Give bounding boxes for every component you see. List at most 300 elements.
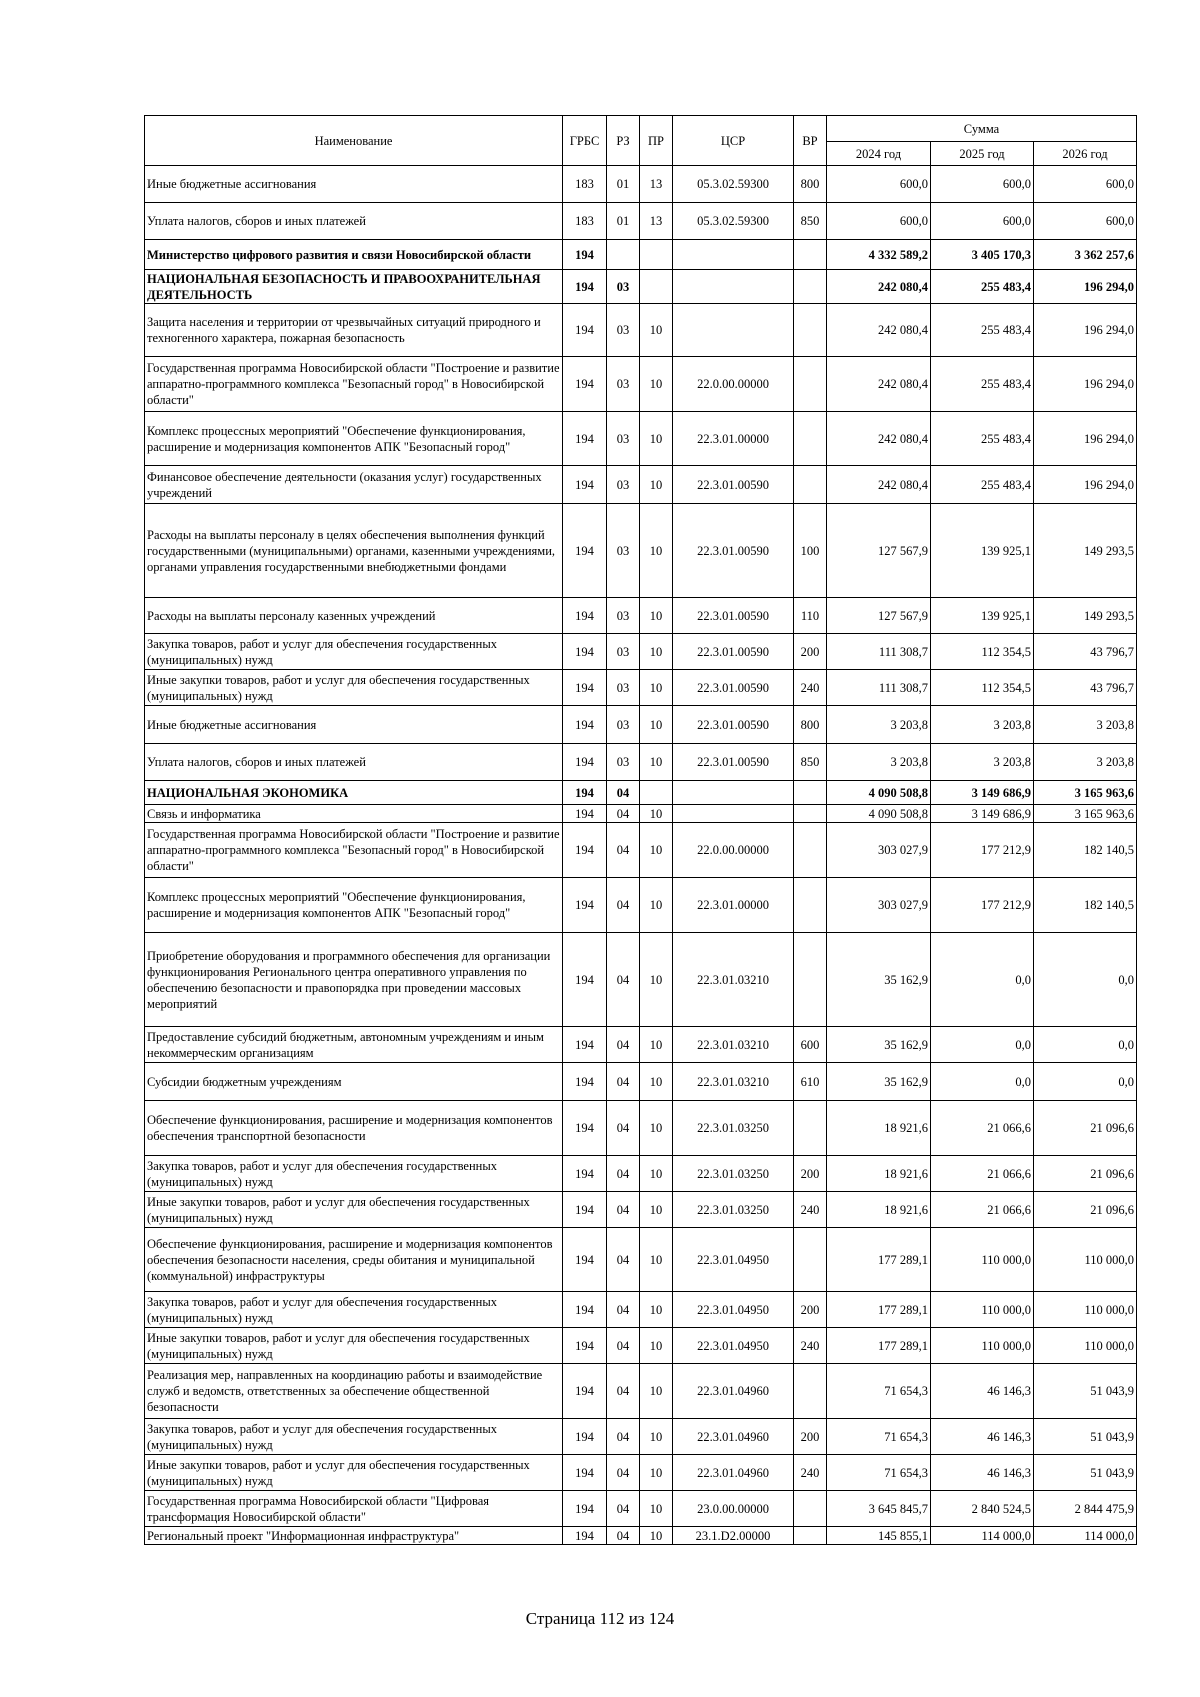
cell-vr: 240 [794, 1455, 827, 1491]
cell-rz: 04 [607, 1192, 640, 1228]
cell-rz: 03 [607, 357, 640, 412]
cell-v2024: 18 921,6 [827, 1192, 931, 1228]
cell-v2024: 242 080,4 [827, 466, 931, 504]
cell-v2025: 139 925,1 [931, 504, 1034, 598]
cell-rz: 04 [607, 1228, 640, 1292]
cell-pr: 10 [640, 1156, 673, 1192]
cell-name: Обеспечение функционирования, расширение и модернизация компонентов обеспечения транспортной безопасности [145, 1101, 563, 1156]
cell-rz: 03 [607, 412, 640, 466]
cell-rz: 03 [607, 504, 640, 598]
cell-pr: 10 [640, 706, 673, 744]
cell-pr: 10 [640, 878, 673, 933]
cell-v2026: 0,0 [1034, 933, 1137, 1027]
cell-v2025: 255 483,4 [931, 304, 1034, 357]
cell-v2024: 177 289,1 [827, 1228, 931, 1292]
cell-vr [794, 805, 827, 823]
table-row [145, 823, 1137, 878]
cell-v2026: 196 294,0 [1034, 412, 1137, 466]
cell-pr: 10 [640, 1292, 673, 1328]
table-row [145, 1491, 1137, 1527]
cell-v2025: 0,0 [931, 1063, 1034, 1101]
cell-csr: 22.3.01.03210 [673, 1027, 794, 1063]
cell-pr: 10 [640, 466, 673, 504]
table-row [145, 240, 1137, 270]
cell-v2025: 2 840 524,5 [931, 1491, 1034, 1527]
cell-pr: 10 [640, 634, 673, 670]
cell-vr [794, 240, 827, 270]
cell-v2024: 4 090 508,8 [827, 781, 931, 805]
cell-vr [794, 823, 827, 878]
cell-rz: 03 [607, 466, 640, 504]
cell-v2025: 46 146,3 [931, 1364, 1034, 1419]
cell-rz: 03 [607, 304, 640, 357]
cell-v2026: 3 165 963,6 [1034, 805, 1137, 823]
cell-v2026: 196 294,0 [1034, 304, 1137, 357]
cell-name: Закупка товаров, работ и услуг для обеспечения государственных (муниципальных) нужд [145, 634, 563, 670]
cell-name: Государственная программа Новосибирской области "Цифровая трансформация Новосибирской области" [145, 1491, 563, 1527]
table-row [145, 878, 1137, 933]
cell-v2024: 18 921,6 [827, 1156, 931, 1192]
cell-vr: 100 [794, 504, 827, 598]
cell-v2026: 149 293,5 [1034, 504, 1137, 598]
cell-name: Комплекс процессных мероприятий "Обеспечение функционирования, расширение и модернизация компонентов АПК "Безопасный город" [145, 412, 563, 466]
cell-grbs: 194 [563, 304, 607, 357]
cell-name: Государственная программа Новосибирской области "Построение и развитие аппаратно-программного комплекса "Безопасный город" в Новосибирской области" [145, 823, 563, 878]
cell-name: НАЦИОНАЛЬНАЯ ЭКОНОМИКА [145, 781, 563, 805]
table-row [145, 1063, 1137, 1101]
cell-v2026: 110 000,0 [1034, 1328, 1137, 1364]
col-header-name: Наименование [145, 116, 563, 166]
cell-grbs: 194 [563, 634, 607, 670]
cell-pr: 10 [640, 933, 673, 1027]
cell-grbs: 194 [563, 1228, 607, 1292]
cell-pr: 10 [640, 598, 673, 634]
cell-name: Иные закупки товаров, работ и услуг для обеспечения государственных (муниципальных) нужд [145, 1328, 563, 1364]
cell-csr: 22.3.01.04950 [673, 1228, 794, 1292]
cell-v2026: 182 140,5 [1034, 823, 1137, 878]
cell-csr: 22.3.01.04960 [673, 1364, 794, 1419]
table-header [145, 116, 1137, 166]
cell-vr: 240 [794, 1192, 827, 1228]
cell-v2026: 3 203,8 [1034, 744, 1137, 781]
cell-name: Министерство цифрового развития и связи Новосибирской области [145, 240, 563, 270]
cell-rz [607, 240, 640, 270]
cell-v2025: 110 000,0 [931, 1328, 1034, 1364]
cell-grbs: 194 [563, 878, 607, 933]
cell-grbs: 194 [563, 466, 607, 504]
cell-v2026: 3 203,8 [1034, 706, 1137, 744]
cell-csr: 23.1.D2.00000 [673, 1527, 794, 1545]
cell-rz: 04 [607, 878, 640, 933]
table-row [145, 466, 1137, 504]
table-row [145, 781, 1137, 805]
cell-grbs: 194 [563, 1156, 607, 1192]
cell-v2025: 255 483,4 [931, 466, 1034, 504]
cell-name: Предоставление субсидий бюджетным, автономным учреждениям и иным некоммерческим организациям [145, 1027, 563, 1063]
cell-name: Расходы на выплаты персоналу в целях обеспечения выполнения функций государственными (муниципальными) органами, казенными учреждениями, органами управления государственными внебюджетными фондами [145, 504, 563, 598]
cell-v2025: 3 149 686,9 [931, 805, 1034, 823]
cell-name: Уплата налогов, сборов и иных платежей [145, 744, 563, 781]
cell-v2024: 242 080,4 [827, 304, 931, 357]
cell-vr [794, 1527, 827, 1545]
cell-v2024: 242 080,4 [827, 412, 931, 466]
cell-v2026: 43 796,7 [1034, 670, 1137, 706]
cell-v2025: 21 066,6 [931, 1101, 1034, 1156]
cell-grbs: 183 [563, 203, 607, 240]
cell-v2024: 242 080,4 [827, 270, 931, 304]
cell-v2025: 3 405 170,3 [931, 240, 1034, 270]
cell-pr: 10 [640, 412, 673, 466]
col-header-2024: 2024 год [827, 142, 931, 166]
cell-grbs: 194 [563, 805, 607, 823]
cell-name: Региональный проект "Информационная инфраструктура" [145, 1527, 563, 1545]
col-header-csr: ЦСР [673, 116, 794, 166]
cell-rz: 04 [607, 933, 640, 1027]
cell-rz: 04 [607, 805, 640, 823]
table-row [145, 357, 1137, 412]
cell-v2025: 21 066,6 [931, 1156, 1034, 1192]
cell-v2026: 43 796,7 [1034, 634, 1137, 670]
cell-v2025: 255 483,4 [931, 270, 1034, 304]
cell-name: Закупка товаров, работ и услуг для обеспечения государственных (муниципальных) нужд [145, 1292, 563, 1328]
cell-csr: 22.3.01.03210 [673, 933, 794, 1027]
cell-rz: 04 [607, 1156, 640, 1192]
cell-v2024: 111 308,7 [827, 634, 931, 670]
budget-table [144, 115, 1137, 1545]
col-header-grbs: ГРБС [563, 116, 607, 166]
cell-v2026: 110 000,0 [1034, 1292, 1137, 1328]
cell-vr: 200 [794, 1292, 827, 1328]
cell-vr: 110 [794, 598, 827, 634]
cell-v2024: 127 567,9 [827, 598, 931, 634]
cell-name: Иные закупки товаров, работ и услуг для обеспечения государственных (муниципальных) нужд [145, 1192, 563, 1228]
cell-csr: 22.3.01.00590 [673, 466, 794, 504]
cell-rz: 04 [607, 781, 640, 805]
cell-name: Защита населения и территории от чрезвычайных ситуаций природного и техногенного характера, пожарная безопасность [145, 304, 563, 357]
cell-vr [794, 304, 827, 357]
table-row [145, 598, 1137, 634]
cell-vr [794, 933, 827, 1027]
cell-v2026: 182 140,5 [1034, 878, 1137, 933]
cell-v2025: 3 203,8 [931, 706, 1034, 744]
cell-pr: 10 [640, 1491, 673, 1527]
cell-v2024: 18 921,6 [827, 1101, 931, 1156]
cell-pr: 10 [640, 1063, 673, 1101]
table-row [145, 166, 1137, 203]
cell-csr [673, 270, 794, 304]
cell-grbs: 194 [563, 706, 607, 744]
cell-v2026: 196 294,0 [1034, 357, 1137, 412]
cell-rz: 03 [607, 744, 640, 781]
cell-grbs: 183 [563, 166, 607, 203]
cell-vr [794, 270, 827, 304]
cell-grbs: 194 [563, 1101, 607, 1156]
cell-csr: 22.3.01.04950 [673, 1328, 794, 1364]
table-row [145, 1156, 1137, 1192]
cell-csr: 22.3.01.03250 [673, 1101, 794, 1156]
cell-grbs: 194 [563, 1027, 607, 1063]
cell-csr: 22.3.01.04960 [673, 1455, 794, 1491]
table-row [145, 1027, 1137, 1063]
table-row [145, 933, 1137, 1027]
col-header-2026: 2026 год [1034, 142, 1137, 166]
cell-name: Иные бюджетные ассигнования [145, 706, 563, 744]
cell-rz: 04 [607, 1419, 640, 1455]
cell-rz: 04 [607, 1328, 640, 1364]
cell-rz: 04 [607, 1491, 640, 1527]
cell-v2025: 3 149 686,9 [931, 781, 1034, 805]
cell-v2024: 600,0 [827, 203, 931, 240]
cell-csr: 22.3.01.03250 [673, 1156, 794, 1192]
table-row [145, 1364, 1137, 1419]
cell-v2024: 35 162,9 [827, 1063, 931, 1101]
cell-name: Уплата налогов, сборов и иных платежей [145, 203, 563, 240]
cell-v2024: 303 027,9 [827, 823, 931, 878]
cell-name: Расходы на выплаты персоналу казенных учреждений [145, 598, 563, 634]
cell-rz: 04 [607, 1364, 640, 1419]
cell-vr [794, 1491, 827, 1527]
cell-pr: 10 [640, 823, 673, 878]
cell-v2025: 139 925,1 [931, 598, 1034, 634]
cell-v2024: 71 654,3 [827, 1419, 931, 1455]
cell-pr: 10 [640, 304, 673, 357]
cell-grbs: 194 [563, 1192, 607, 1228]
table-row [145, 670, 1137, 706]
cell-name: Обеспечение функционирования, расширение и модернизация компонентов обеспечения безопасности населения, среды обитания и муниципальной (коммунальной) инфраструктуры [145, 1228, 563, 1292]
cell-grbs: 194 [563, 1063, 607, 1101]
cell-pr: 10 [640, 1527, 673, 1545]
table-row [145, 504, 1137, 598]
cell-rz: 04 [607, 1027, 640, 1063]
cell-v2024: 3 203,8 [827, 744, 931, 781]
cell-v2025: 46 146,3 [931, 1455, 1034, 1491]
cell-v2025: 110 000,0 [931, 1292, 1034, 1328]
cell-grbs: 194 [563, 744, 607, 781]
cell-csr: 22.0.00.00000 [673, 823, 794, 878]
cell-v2024: 35 162,9 [827, 933, 931, 1027]
cell-v2024: 145 855,1 [827, 1527, 931, 1545]
cell-v2026: 600,0 [1034, 203, 1137, 240]
cell-name: Приобретение оборудования и программного обеспечения для организации функционирования Регионального центра оперативного управления по обеспечению безопасности и правопорядка при проведении массовых мероприятий [145, 933, 563, 1027]
cell-vr: 850 [794, 203, 827, 240]
cell-name: Иные закупки товаров, работ и услуг для обеспечения государственных (муниципальных) нужд [145, 1455, 563, 1491]
cell-grbs: 194 [563, 1292, 607, 1328]
cell-grbs: 194 [563, 1419, 607, 1455]
table-row [145, 1527, 1137, 1545]
cell-v2024: 600,0 [827, 166, 931, 203]
cell-pr: 10 [640, 1192, 673, 1228]
cell-vr [794, 781, 827, 805]
cell-rz: 04 [607, 1101, 640, 1156]
cell-name: Закупка товаров, работ и услуг для обеспечения государственных (муниципальных) нужд [145, 1419, 563, 1455]
cell-rz: 04 [607, 1455, 640, 1491]
cell-v2025: 600,0 [931, 203, 1034, 240]
cell-rz: 04 [607, 1292, 640, 1328]
cell-pr: 10 [640, 1101, 673, 1156]
cell-grbs: 194 [563, 823, 607, 878]
cell-vr: 610 [794, 1063, 827, 1101]
cell-rz: 04 [607, 1063, 640, 1101]
cell-v2024: 4 090 508,8 [827, 805, 931, 823]
cell-csr: 22.3.01.00590 [673, 744, 794, 781]
cell-vr: 800 [794, 706, 827, 744]
cell-name: НАЦИОНАЛЬНАЯ БЕЗОПАСНОСТЬ И ПРАВООХРАНИТЕЛЬНАЯ ДЕЯТЕЛЬНОСТЬ [145, 270, 563, 304]
cell-name: Реализация мер, направленных на координацию работы и взаимодействие служб и ведомств, ответственных за обеспечение общественной безопасности [145, 1364, 563, 1419]
cell-rz: 03 [607, 598, 640, 634]
cell-csr: 23.0.00.00000 [673, 1491, 794, 1527]
cell-v2026: 600,0 [1034, 166, 1137, 203]
cell-csr [673, 304, 794, 357]
cell-vr [794, 878, 827, 933]
table-row [145, 805, 1137, 823]
cell-grbs: 194 [563, 598, 607, 634]
table-row [145, 203, 1137, 240]
cell-csr: 05.3.02.59300 [673, 203, 794, 240]
cell-vr: 850 [794, 744, 827, 781]
cell-grbs: 194 [563, 1328, 607, 1364]
table-row [145, 1101, 1137, 1156]
cell-v2025: 177 212,9 [931, 878, 1034, 933]
cell-v2026: 21 096,6 [1034, 1101, 1137, 1156]
cell-v2025: 0,0 [931, 1027, 1034, 1063]
cell-rz: 03 [607, 670, 640, 706]
cell-v2026: 21 096,6 [1034, 1192, 1137, 1228]
cell-pr: 10 [640, 504, 673, 598]
cell-vr: 240 [794, 1328, 827, 1364]
cell-rz: 01 [607, 203, 640, 240]
cell-pr [640, 240, 673, 270]
cell-v2025: 255 483,4 [931, 412, 1034, 466]
cell-vr: 800 [794, 166, 827, 203]
col-header-rz: РЗ [607, 116, 640, 166]
table-row [145, 744, 1137, 781]
cell-grbs: 194 [563, 1364, 607, 1419]
cell-name: Комплекс процессных мероприятий "Обеспечение функционирования, расширение и модернизация компонентов АПК "Безопасный город" [145, 878, 563, 933]
cell-pr: 10 [640, 1228, 673, 1292]
cell-grbs: 194 [563, 412, 607, 466]
cell-rz: 01 [607, 166, 640, 203]
cell-grbs: 194 [563, 240, 607, 270]
cell-v2026: 3 165 963,6 [1034, 781, 1137, 805]
cell-vr [794, 1101, 827, 1156]
cell-pr: 10 [640, 1419, 673, 1455]
cell-v2025: 255 483,4 [931, 357, 1034, 412]
cell-vr: 200 [794, 1156, 827, 1192]
cell-csr: 05.3.02.59300 [673, 166, 794, 203]
cell-v2025: 112 354,5 [931, 634, 1034, 670]
cell-csr [673, 240, 794, 270]
cell-csr: 22.3.01.00590 [673, 634, 794, 670]
cell-v2024: 177 289,1 [827, 1292, 931, 1328]
cell-pr: 10 [640, 1027, 673, 1063]
cell-v2024: 35 162,9 [827, 1027, 931, 1063]
cell-v2024: 242 080,4 [827, 357, 931, 412]
cell-name: Иные бюджетные ассигнования [145, 166, 563, 203]
cell-rz: 03 [607, 706, 640, 744]
cell-vr: 600 [794, 1027, 827, 1063]
cell-grbs: 194 [563, 357, 607, 412]
table-row [145, 304, 1137, 357]
cell-v2026: 51 043,9 [1034, 1364, 1137, 1419]
table-row [145, 1419, 1137, 1455]
cell-v2026: 114 000,0 [1034, 1527, 1137, 1545]
table-row [145, 1328, 1137, 1364]
cell-v2026: 3 362 257,6 [1034, 240, 1137, 270]
cell-vr: 200 [794, 1419, 827, 1455]
cell-v2026: 51 043,9 [1034, 1419, 1137, 1455]
cell-name: Связь и информатика [145, 805, 563, 823]
cell-vr: 240 [794, 670, 827, 706]
cell-name: Финансовое обеспечение деятельности (оказания услуг) государственных учреждений [145, 466, 563, 504]
cell-name: Субсидии бюджетным учреждениям [145, 1063, 563, 1101]
cell-grbs: 194 [563, 670, 607, 706]
cell-name: Государственная программа Новосибирской области "Построение и развитие аппаратно-программного комплекса "Безопасный город" в Новосибирской области" [145, 357, 563, 412]
cell-rz: 03 [607, 634, 640, 670]
table-row [145, 1292, 1137, 1328]
cell-v2024: 303 027,9 [827, 878, 931, 933]
cell-pr: 10 [640, 1364, 673, 1419]
cell-grbs: 194 [563, 1491, 607, 1527]
cell-v2024: 71 654,3 [827, 1455, 931, 1491]
cell-csr: 22.0.00.00000 [673, 357, 794, 412]
cell-csr: 22.3.01.00590 [673, 504, 794, 598]
cell-v2026: 0,0 [1034, 1063, 1137, 1101]
cell-v2024: 3 203,8 [827, 706, 931, 744]
cell-name: Иные закупки товаров, работ и услуг для обеспечения государственных (муниципальных) нужд [145, 670, 563, 706]
table-row [145, 706, 1137, 744]
cell-grbs: 194 [563, 933, 607, 1027]
cell-vr [794, 357, 827, 412]
cell-vr [794, 1228, 827, 1292]
cell-v2026: 2 844 475,9 [1034, 1491, 1137, 1527]
col-header-2025: 2025 год [931, 142, 1034, 166]
cell-name: Закупка товаров, работ и услуг для обеспечения государственных (муниципальных) нужд [145, 1156, 563, 1192]
cell-v2026: 0,0 [1034, 1027, 1137, 1063]
cell-csr: 22.3.01.04950 [673, 1292, 794, 1328]
cell-csr: 22.3.01.00000 [673, 878, 794, 933]
cell-pr: 10 [640, 357, 673, 412]
cell-v2025: 114 000,0 [931, 1527, 1034, 1545]
col-header-pr: ПР [640, 116, 673, 166]
cell-grbs: 194 [563, 270, 607, 304]
col-header-vr: ВР [794, 116, 827, 166]
cell-grbs: 194 [563, 781, 607, 805]
cell-v2024: 4 332 589,2 [827, 240, 931, 270]
cell-csr: 22.3.01.00590 [673, 598, 794, 634]
cell-grbs: 194 [563, 1527, 607, 1545]
cell-v2024: 111 308,7 [827, 670, 931, 706]
cell-v2025: 3 203,8 [931, 744, 1034, 781]
cell-csr: 22.3.01.00590 [673, 706, 794, 744]
cell-pr: 10 [640, 744, 673, 781]
cell-v2025: 110 000,0 [931, 1228, 1034, 1292]
cell-csr: 22.3.01.00000 [673, 412, 794, 466]
cell-csr: 22.3.01.03250 [673, 1192, 794, 1228]
table-body [145, 166, 1137, 1545]
cell-v2026: 196 294,0 [1034, 466, 1137, 504]
cell-v2025: 0,0 [931, 933, 1034, 1027]
cell-v2024: 3 645 845,7 [827, 1491, 931, 1527]
cell-v2025: 21 066,6 [931, 1192, 1034, 1228]
cell-pr: 10 [640, 805, 673, 823]
cell-pr: 10 [640, 670, 673, 706]
table-row [145, 1192, 1137, 1228]
cell-vr [794, 412, 827, 466]
cell-vr [794, 1364, 827, 1419]
cell-v2024: 127 567,9 [827, 504, 931, 598]
cell-pr [640, 781, 673, 805]
col-header-sum: Сумма [827, 116, 1137, 142]
